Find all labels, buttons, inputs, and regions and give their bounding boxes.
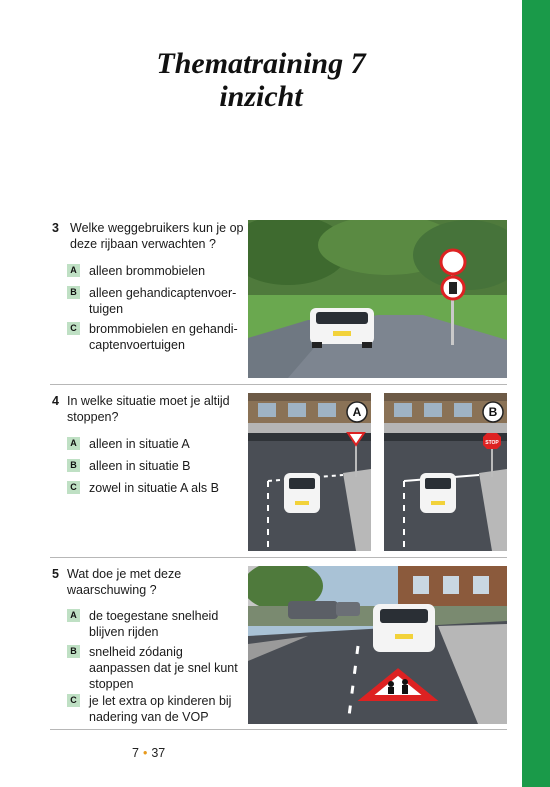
option-letter-badge: B [67, 645, 80, 658]
situation-a-label: A [352, 405, 362, 419]
footer-separator: • [142, 746, 148, 760]
option-letter-badge: C [67, 481, 80, 494]
option-letter-badge: A [67, 437, 80, 450]
section-divider [50, 384, 507, 385]
question-4-text: In welke situatie moet je altijd stoppen? [67, 394, 230, 424]
option-text: de toegestane snelheid blijven rijden [89, 609, 219, 639]
page-title: Thematraining 7 [156, 47, 366, 80]
option-text: brommobielen en gehandi-captenvoertuigen [89, 322, 238, 352]
green-side-bar [522, 0, 550, 787]
option-letter-badge: A [67, 264, 80, 277]
option-text: alleen brommobielen [89, 264, 206, 278]
section-divider [50, 557, 507, 558]
option-letter-badge: C [67, 322, 80, 335]
question-5-text: Wat doe je met deze waarschuwing ? [67, 567, 182, 597]
option-text: snelheid zódanig aanpassen dat je snel kunt stoppen [89, 645, 238, 691]
answer-option-a[interactable] [67, 436, 242, 452]
option-letter-badge: A [67, 609, 80, 622]
question-5-photo [248, 566, 507, 724]
page-footer [132, 746, 165, 760]
answer-option-a[interactable] [67, 608, 242, 640]
option-text: alleen in situatie B [89, 459, 191, 473]
question-number: 4 [52, 394, 59, 408]
answer-option-b[interactable] [67, 644, 242, 692]
option-text: zowel in situatie A als B [89, 481, 219, 495]
option-text: alleen in situatie A [89, 437, 190, 451]
answer-option-c[interactable] [67, 321, 242, 353]
stop-sign-text: STOP [485, 440, 499, 446]
question-3-photo [248, 220, 507, 378]
chapter-number: 7 [132, 746, 139, 760]
option-letter-badge: C [67, 694, 80, 707]
answer-option-c[interactable] [67, 693, 242, 725]
question-number: 5 [52, 567, 59, 581]
answer-option-b[interactable] [67, 285, 242, 317]
option-letter-badge: B [67, 286, 80, 299]
situation-a-photo [248, 393, 371, 551]
option-letter-badge: B [67, 459, 80, 472]
page-subtitle: inzicht [219, 80, 303, 113]
answer-option-c[interactable] [67, 480, 242, 496]
question-number: 3 [52, 221, 59, 235]
option-text: je let extra op kinderen bij nadering van de VOP [89, 694, 232, 724]
page-number: 37 [151, 746, 166, 760]
option-text: alleen gehandicaptenvoer-tuigen [89, 286, 237, 316]
answer-option-a[interactable] [67, 263, 242, 279]
situation-b-photo [384, 393, 507, 551]
question-3-text-body: Welke weggebruikers kun je op deze rijbaan verwachten ? [70, 221, 244, 251]
situation-b-label: B [488, 405, 498, 419]
section-divider [50, 729, 507, 730]
answer-option-b[interactable] [67, 458, 242, 474]
